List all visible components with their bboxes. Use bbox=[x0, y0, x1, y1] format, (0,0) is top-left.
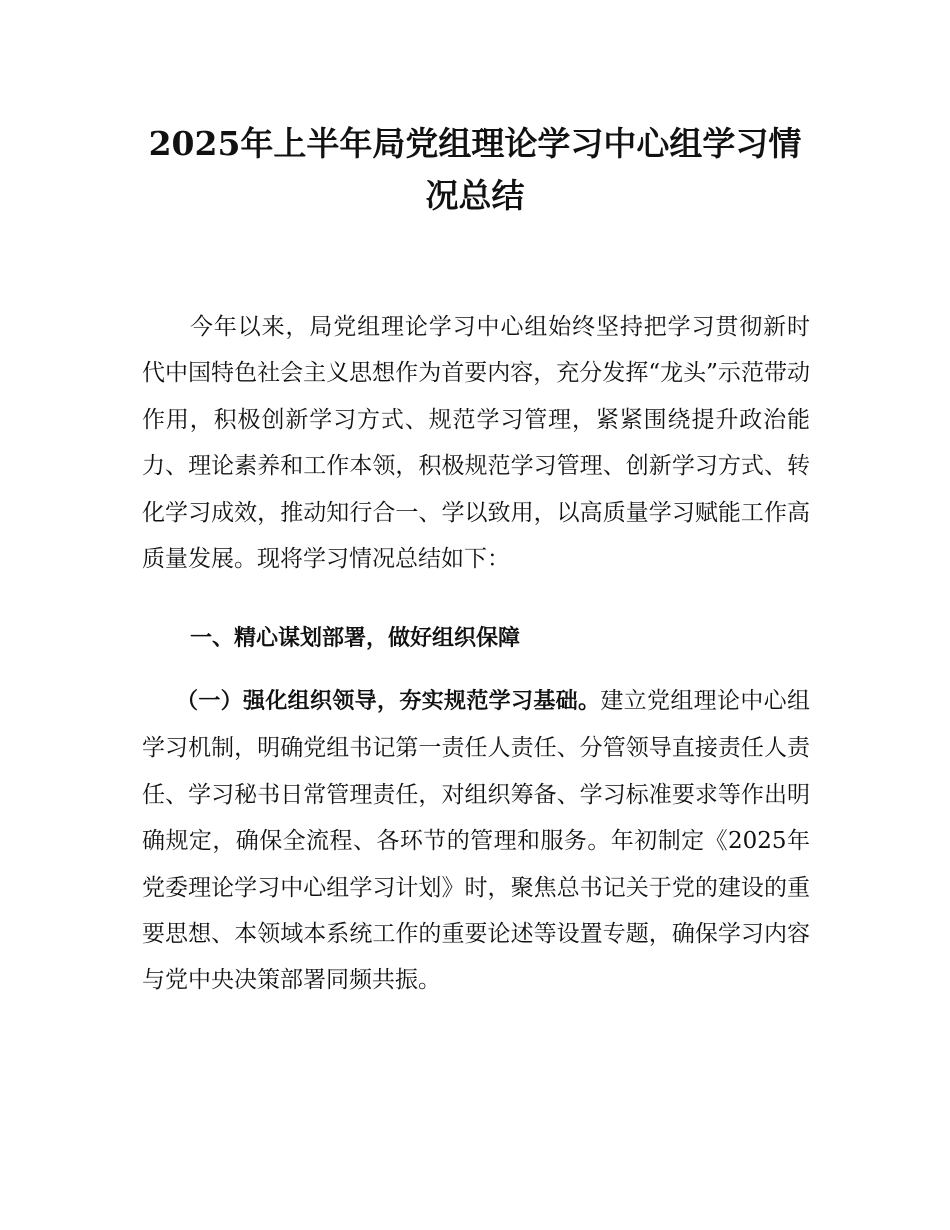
subsection-paragraph-1 bbox=[142, 678, 810, 1004]
subsection-text-1: 建立党组理论中心组学习机制，明确党组书记第一责任人责任、分管领导直接责任人责任、学习秘书日常管理责任，对组织筹备、学习标准要求等作出明确规定，确保全流程、各环节的管理和服务。年初制定《2025年党委理论学习中心组学习计划》时，聚焦总书记关于党的建设的重要思想、本领域本系统工作的重要论述等设置专题，确保学习内容与党中央决策部署同频共振。 bbox=[142, 688, 810, 994]
subsection-heading-1: （一）强化组织领导，夯实规范学习基础。 bbox=[176, 689, 601, 714]
document-title: 2025年上半年局党组理论学习中心组学习情况总结 bbox=[148, 124, 802, 215]
intro-paragraph: 今年以来，局党组理论学习中心组始终坚持把学习贯彻新时代中国特色社会主义思想作为首要内容，充分发挥“龙头”示范带动作用，积极创新学习方式、规范学习管理，紧紧围绕提升政治能力、理论素养和工作本领，积极规范学习管理、创新学习方式、转化学习成效，推动知行合一、学以致用，以高质量学习赋能工作高质量发展。现将学习情况总结如下： bbox=[142, 314, 810, 573]
section-heading-1: 一、精心谋划部署，做好组织保障 bbox=[190, 626, 521, 651]
